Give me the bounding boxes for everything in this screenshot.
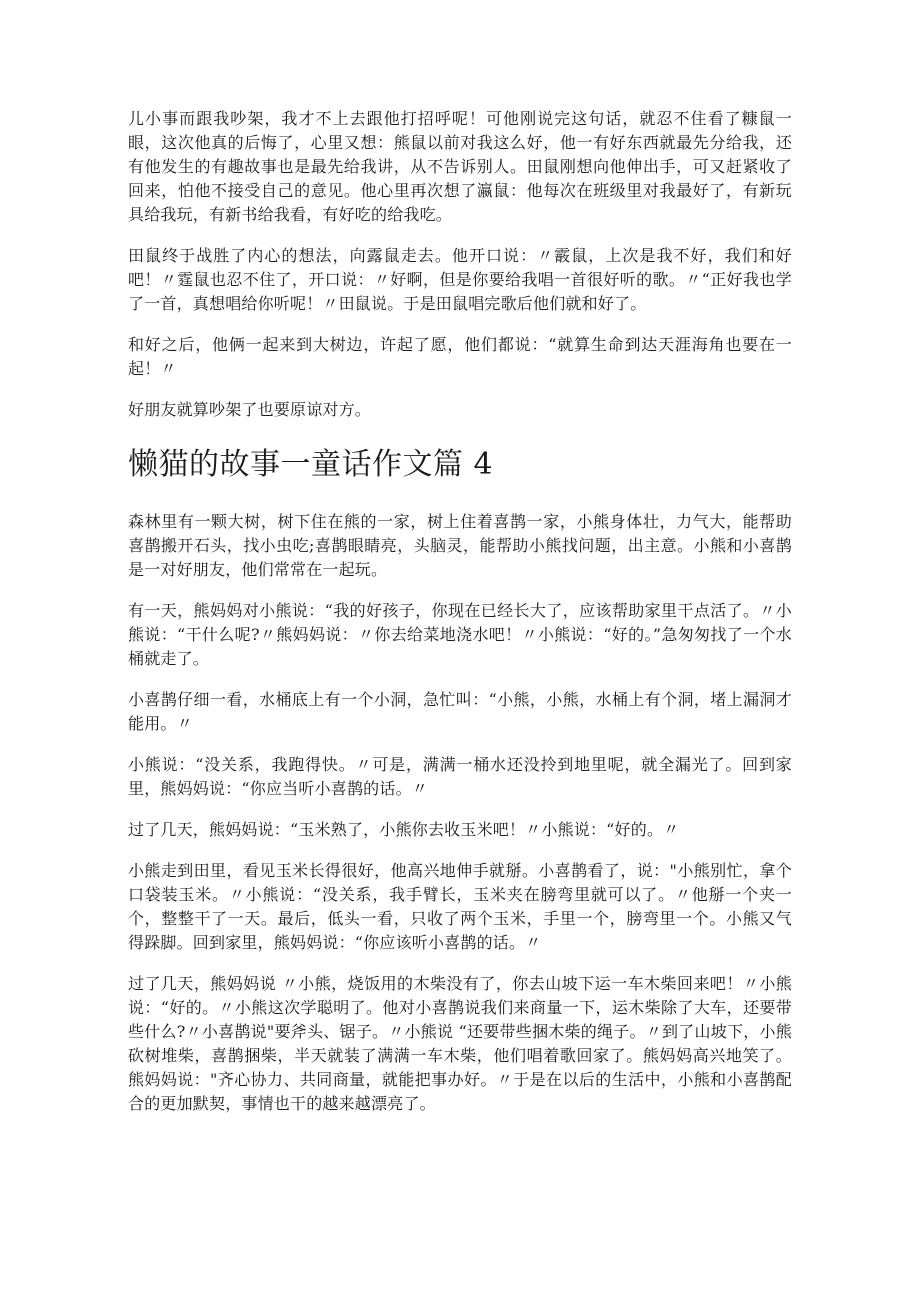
paragraph: 森林里有一颗大树，树下住在熊的一家，树上住着喜鹊一家，小熊身体壮，力气大，能帮助喜鹊搬开石头，找小虫吃;喜鹊眼睛亮，头脑灵，能帮助小熊找问题，出主意。小熊和小喜鹊是一对好朋友，他们常常在一起玩。 [128, 512, 792, 579]
paragraph: 有一天，熊妈妈对小熊说：“我的好孩子，你现在已经长大了，应该帮助家里干点活了。〃小熊说：“干什么呢?〃熊妈妈说：〃你去给菜地浇水吧！〃小熊说：“好的。”急匆匆找了一个水桶就走了。 [128, 601, 792, 668]
paragraph: 小熊走到田里，看见玉米长得很好，他高兴地伸手就掰。小喜鹊看了，说："小熊别忙，拿个口袋装玉米。〃小熊说：“没关系，我手臂长，玉米夹在膀弯里就可以了。〃他掰一个夹一个，整整干了一天。最后，低头一看，只收了两个玉米，手里一个，膀弯里一个。小熊又气得跺脚。回到家里，熊妈妈说：“你应该听小喜鹊的话。〃 [128, 861, 792, 952]
paragraph: 过了几天，熊妈妈说：“玉米熟了，小熊你去收玉米吧！〃小熊说：“好的。〃 [128, 820, 680, 839]
paragraph: 和好之后，他俩一起来到大树边，许起了愿，他们都说：“就算生命到达天涯海角也要在一起！〃 [128, 335, 792, 378]
paragraph: 过了几天，熊妈妈说 〃小熊，烧饭用的木柴没有了，你去山坡下运一车木柴回来吧！〃小熊说：“好的。〃小熊这次学聪明了。他对小喜鹊说我们来商量一下，运木柴除了大车，还要带些什么?〃小喜鹊说"要斧头、锯子。〃小熊说 “还要带些捆木柴的绳子。〃到了山坡下，小熊砍树堆柴，喜鹊捆柴，半天就装了满满一车木柴，他们唱着歌回家了。熊妈妈高兴地笑了。熊妈妈说："齐心协力、共同商量，就能把事办好。〃于是在以后的生活中，小熊和小喜鹊配合的更加默契，事情也干的越来越漂亮了。 [128, 974, 792, 1113]
paragraph: 田鼠终于战胜了内心的想法，向露鼠走去。他开口说：〃霰鼠，上次是我不好，我们和好吧！〃霆鼠也忍不住了，开口说：〃好啊，但是你要给我唱一首很好听的歌。〃“正好我也学了一首，真想唱给你听呢！〃田鼠说。于是田鼠唱完歌后他们就和好了。 [128, 246, 792, 313]
paragraph: 小熊说：“没关系，我跑得快。〃可是，满满一桶水还没拎到地里呢，就全漏光了。回到家里，熊妈妈说：“你应当听小喜鹊的话。〃 [128, 755, 792, 798]
section-heading: 懒猫的故事一童话作文篇 4 [128, 447, 494, 482]
paragraph: 小喜鹊仔细一看，水桶底上有一个小洞，急忙叫：“小熊，小熊，水桶上有个洞，堵上漏洞才能用。〃 [128, 690, 792, 733]
paragraph: 儿小事而跟我吵架，我才不上去跟他打招呼呢！可他刚说完这句话，就忍不住看了糠鼠一眼，这次他真的后悔了，心里又想：熊鼠以前对我这么好，他一有好东西就最先分给我，还有他发生的有趣故事也是最先给我讲，从不告诉别人。田鼠刚想向他伸出手，可又赶紧收了回来，怕他不接受自己的意见。他心里再次想了瀛鼠：他每次在班级里对我最好了，有新玩具给我玩，有新书给我看，有好吃的给我吃。 [128, 109, 792, 224]
document-body [128, 107, 792, 1133]
paragraph: 好朋友就算吵架了也要原谅对方。 [128, 400, 372, 419]
